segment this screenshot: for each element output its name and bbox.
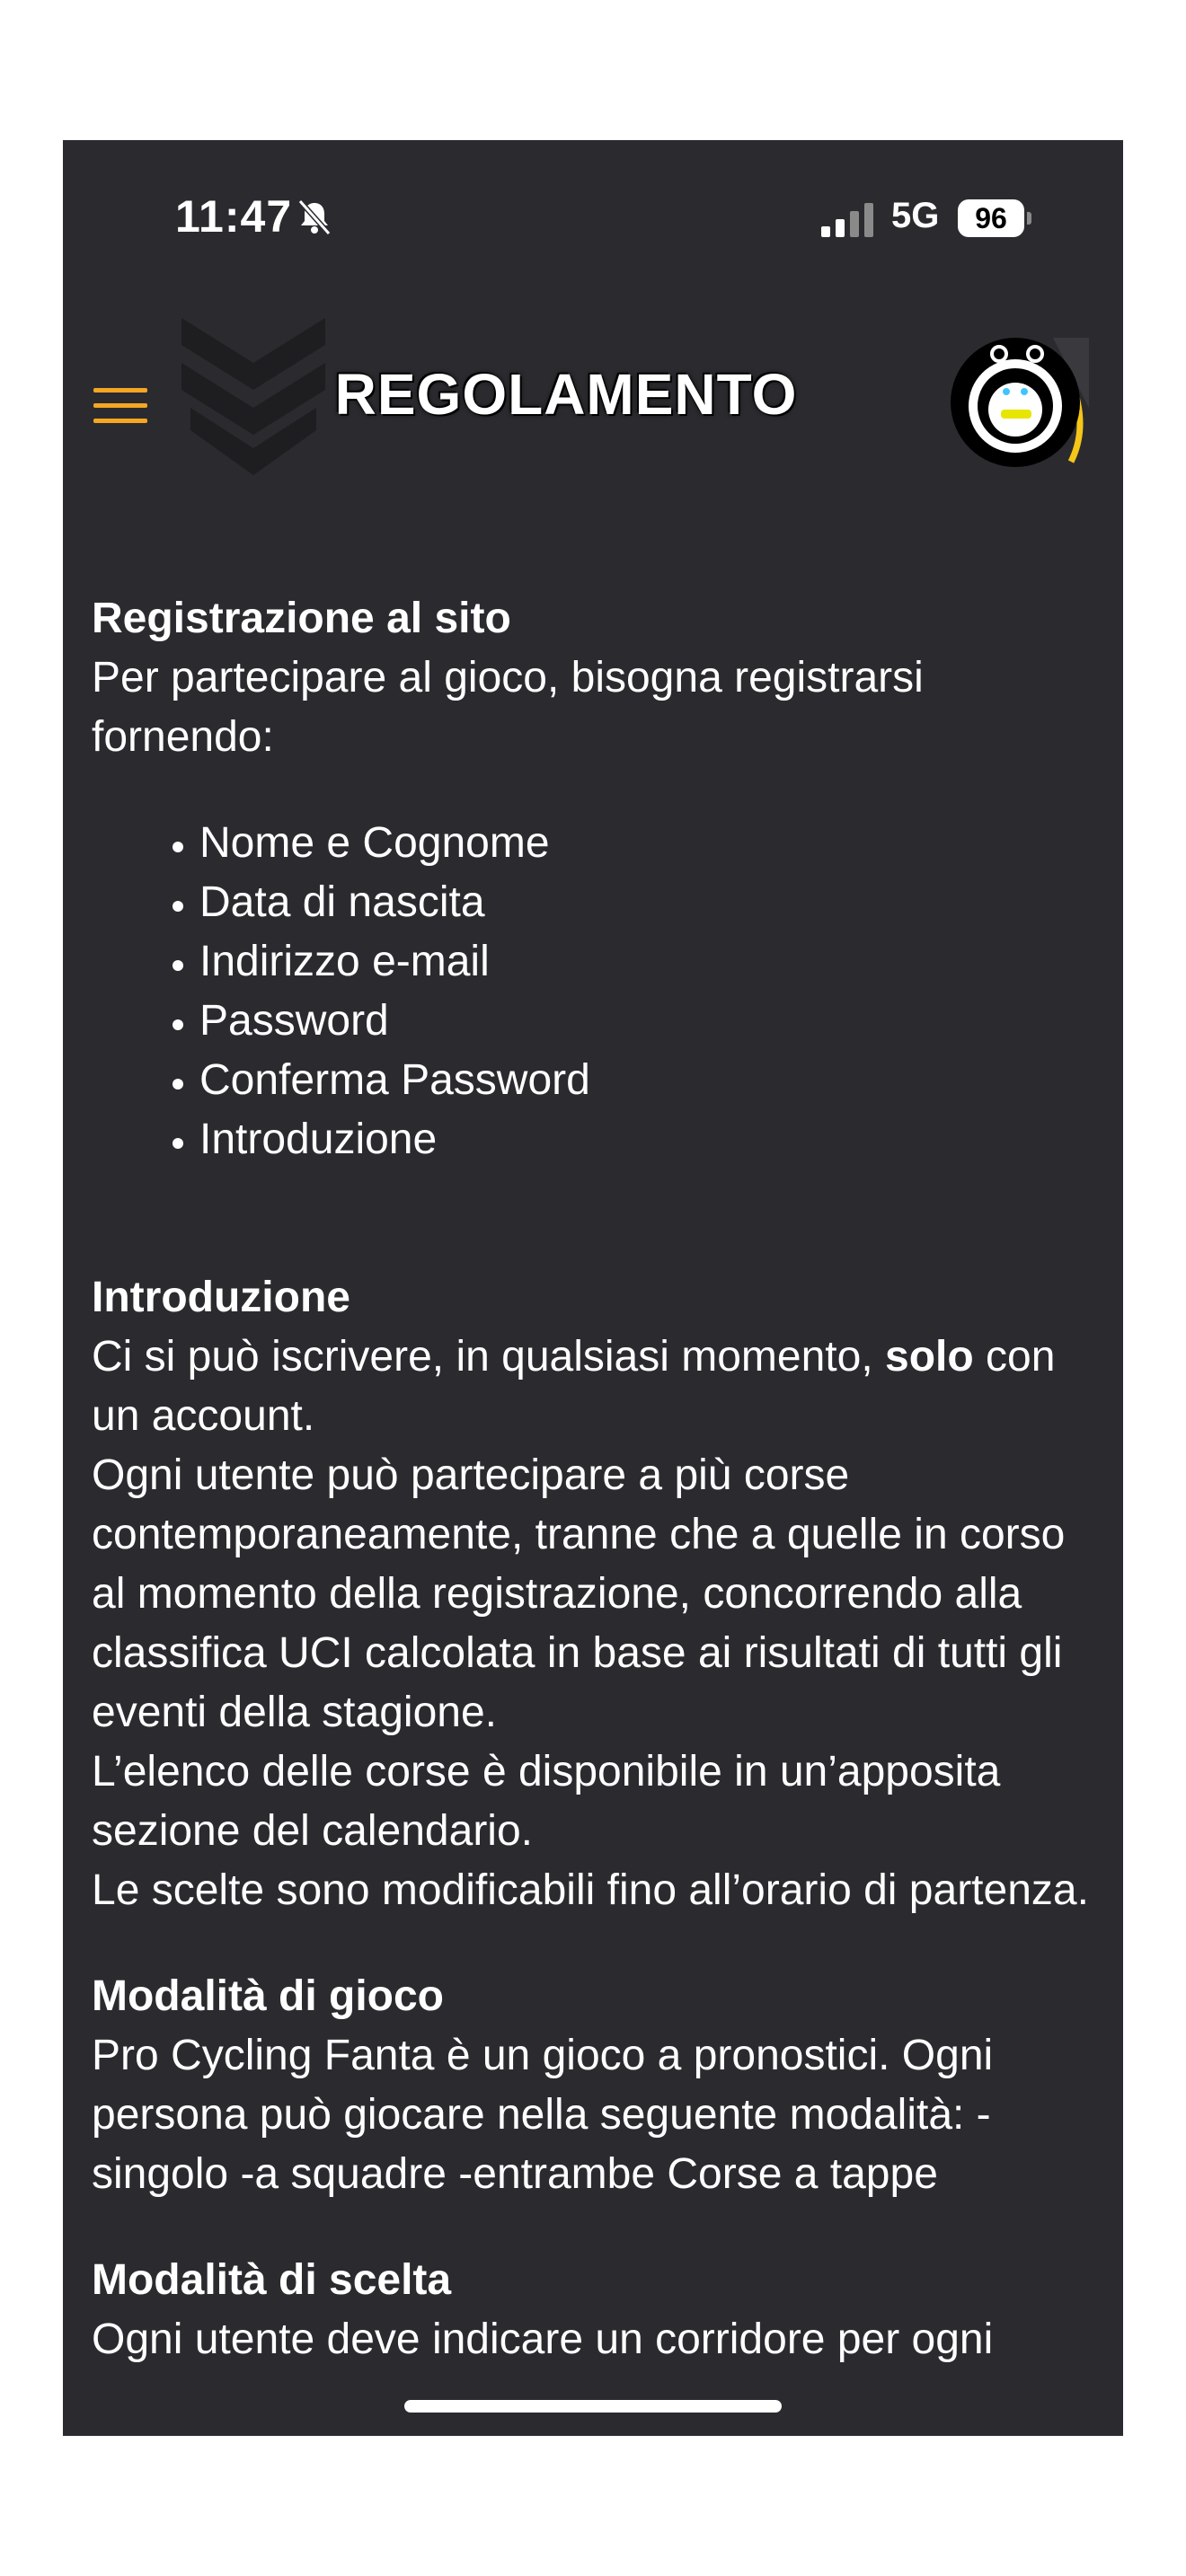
list-item: • Password (199, 992, 1089, 1051)
logo-chevrons-icon (181, 318, 325, 480)
app-screen (63, 140, 1123, 2436)
section-game-mode (92, 1967, 1089, 2204)
section-choice-mode (92, 2251, 1089, 2369)
signal-icon (821, 203, 877, 237)
battery-tip (1027, 212, 1031, 225)
list-item: • Indirizzo e-mail (199, 932, 1089, 992)
registration-fields-list (92, 814, 1089, 1169)
section-introduction (92, 1268, 1089, 1920)
introduction-line-4: Le scelte sono modificabili fino all’orario di partenza. (92, 1866, 1089, 1914)
introduction-line-2: Ogni utente può partecipare a più corse contemporaneamente, tranne che a quelle in corso al momento della registrazione, concorrendo alla classifica UCI calcolata in base ai risultati di tutti gli eventi della stagione. (92, 1451, 1066, 1736)
bold-text: solo (885, 1333, 974, 1381)
rules-content (92, 589, 1089, 2369)
battery-indicator: 96 (958, 199, 1024, 237)
text-span: con un account. (92, 1333, 1056, 1440)
introduction-line-3: L’elenco delle corse è disponibile in un’apposita sezione del calendario. (92, 1748, 1001, 1855)
network-type: 5G (891, 196, 940, 235)
list-item: • Data di nascita (199, 873, 1089, 932)
registration-text: Per partecipare al gioco, bisogna registrarsi fornendo: (92, 654, 924, 761)
list-item: • Introduzione (199, 1110, 1089, 1169)
home-indicator[interactable] (404, 2400, 782, 2413)
hamburger-menu-icon[interactable] (93, 386, 147, 426)
choice-mode-text: Ogni utente deve indicare un corridore per ogni (92, 2316, 994, 2363)
section-registration (92, 589, 1089, 1169)
section-title-choice-mode: Modalità di scelta (92, 2256, 452, 2304)
text-span: Ci si può iscrivere, in qualsiasi momento, (92, 1333, 886, 1381)
introduction-line-1 (92, 1328, 1089, 1446)
section-title-registration: Registrazione al sito (92, 595, 511, 642)
list-item: • Nome e Cognome (199, 814, 1089, 873)
list-item: • Conferma Password (199, 1051, 1089, 1110)
status-time: 11:47 (175, 191, 293, 242)
section-title-introduction: Introduzione (92, 1274, 350, 1321)
bell-muted-icon (295, 198, 334, 237)
section-title-game-mode: Modalità di gioco (92, 1972, 444, 2020)
profile-avatar-icon[interactable] (945, 327, 1089, 471)
page-title: REGOLAMENTO (334, 362, 798, 427)
game-mode-text: Pro Cycling Fanta è un gioco a pronostici. Ogni persona può giocare nella seguente modalità: -singolo -a squadre -entrambe Corse a tappe (92, 2032, 994, 2198)
